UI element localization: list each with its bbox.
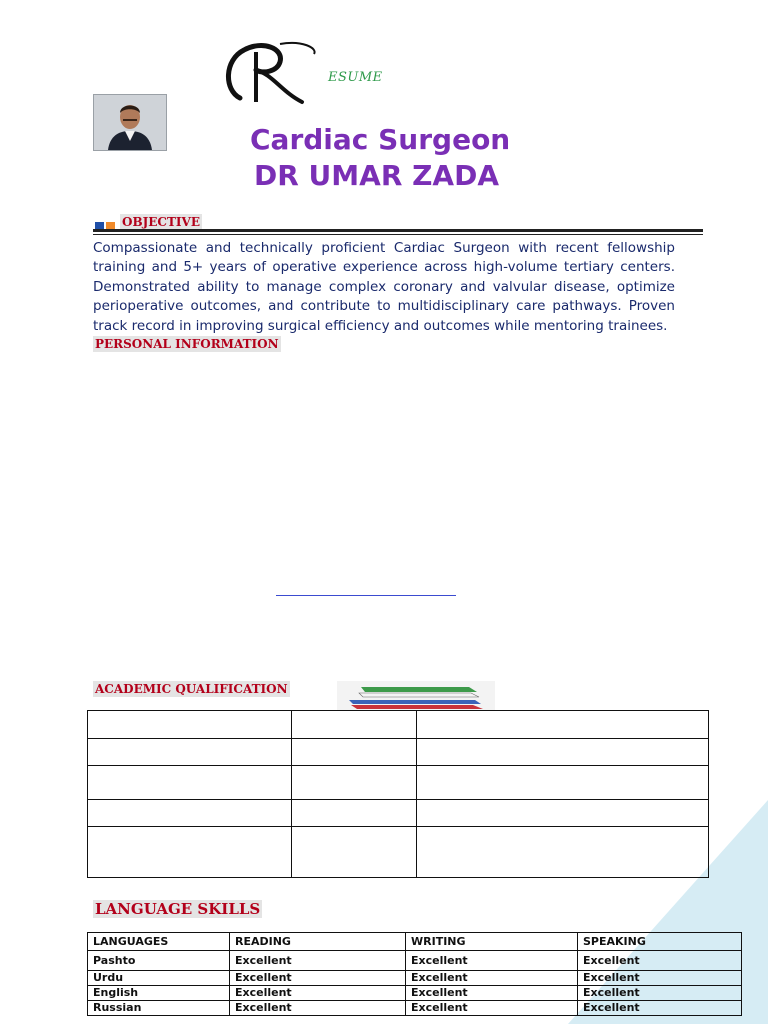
column-header: WRITING	[406, 933, 578, 951]
table-row: English Excellent Excellent Excellent	[88, 986, 742, 1001]
resume-word: ESUME	[328, 70, 383, 85]
objective-heading: OBJECTIVE	[122, 215, 200, 229]
table-row: Pashto Excellent Excellent Excellent	[88, 951, 742, 971]
academic-heading: ACADEMIC QUALIFICATION	[95, 682, 288, 696]
resume-logo-icon	[222, 40, 332, 110]
table-row	[88, 766, 709, 800]
section-divider-thin	[93, 234, 703, 235]
table-row	[88, 827, 709, 878]
table-row: Urdu Excellent Excellent Excellent	[88, 971, 742, 986]
table-row	[88, 800, 709, 827]
objective-paragraph: Compassionate and technically proficient Cardiac Surgeon with recent fellowship training and 5+ years of operative experience across high-volume tertiary centers. Demonstrated ability to manage complex coronary and valvular disease, optimize perioperative outcomes, and contribute to multidisciplinary care pathways. Proven track record in improving surgical efficiency and outcomes while mentoring trainees.	[93, 240, 675, 334]
column-header: SPEAKING	[578, 933, 742, 951]
table-row	[88, 739, 709, 766]
books-icon	[337, 681, 495, 711]
section-divider	[93, 229, 703, 232]
column-header: LANGUAGES	[88, 933, 230, 951]
candidate-name: DR UMAR ZADA	[254, 159, 500, 192]
table-header-row	[88, 933, 742, 951]
personal-info-heading: PERSONAL INFORMATION	[95, 337, 279, 351]
column-header: READING	[230, 933, 406, 951]
language-table	[87, 932, 742, 1016]
headline-title: Cardiac Surgeon	[250, 123, 511, 156]
academic-table	[87, 710, 709, 878]
table-row: Russian Excellent Excellent Excellent	[88, 1001, 742, 1016]
objective-marker-icon	[95, 216, 117, 235]
table-row	[88, 711, 709, 739]
link-underline[interactable]	[276, 595, 456, 596]
language-skills-heading: LANGUAGE SKILLS	[95, 900, 261, 918]
profile-photo	[93, 94, 167, 151]
